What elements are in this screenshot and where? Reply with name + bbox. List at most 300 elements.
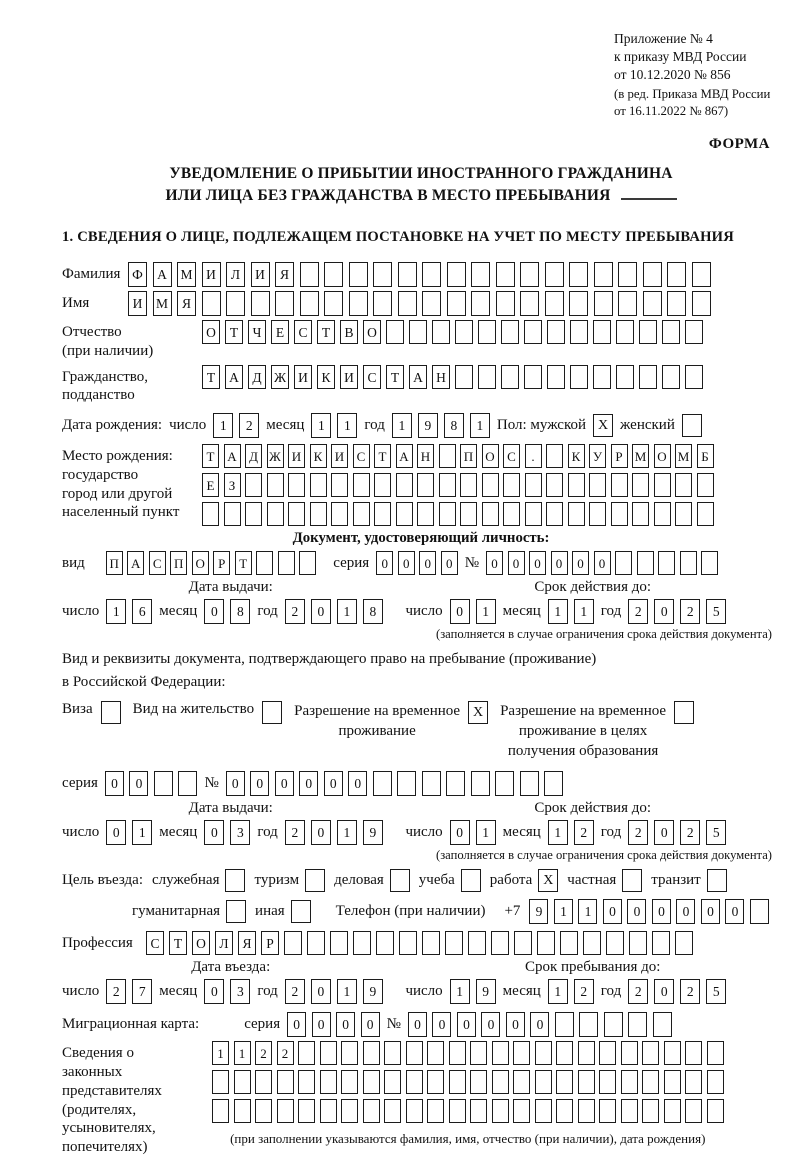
char-box[interactable]: 7: [132, 979, 152, 1004]
char-box[interactable]: [422, 291, 441, 316]
char-box[interactable]: [632, 473, 649, 497]
checkbox-official[interactable]: [225, 869, 245, 892]
char-box[interactable]: 1: [574, 599, 594, 624]
char-box[interactable]: [545, 262, 564, 287]
char-box[interactable]: 6: [132, 599, 152, 624]
char-box[interactable]: 8: [363, 599, 383, 624]
char-box[interactable]: [692, 262, 711, 287]
checkbox-temporary-residence[interactable]: X: [468, 701, 488, 724]
char-box[interactable]: [482, 473, 499, 497]
char-box[interactable]: [275, 291, 294, 316]
char-box[interactable]: 0: [204, 820, 224, 845]
char-box[interactable]: Р: [213, 551, 230, 575]
char-box[interactable]: [662, 320, 680, 344]
char-box[interactable]: [439, 502, 456, 526]
char-box[interactable]: [310, 473, 327, 497]
char-box[interactable]: .: [525, 444, 542, 468]
char-box[interactable]: 0: [450, 820, 470, 845]
char-box[interactable]: [632, 502, 649, 526]
char-box[interactable]: 9: [476, 979, 496, 1004]
char-box[interactable]: [544, 771, 563, 796]
char-box[interactable]: 1: [106, 599, 126, 624]
char-box[interactable]: [349, 262, 368, 287]
char-box[interactable]: [664, 1041, 681, 1065]
char-box[interactable]: [324, 262, 343, 287]
char-box[interactable]: 1: [337, 413, 357, 438]
char-box[interactable]: [492, 1099, 509, 1123]
char-box[interactable]: 2: [680, 979, 700, 1004]
char-box[interactable]: [652, 931, 670, 955]
char-box[interactable]: [406, 1099, 423, 1123]
char-box[interactable]: [637, 551, 654, 575]
char-box[interactable]: [599, 1070, 616, 1094]
char-box[interactable]: [341, 1070, 358, 1094]
char-box[interactable]: 1: [578, 899, 597, 924]
char-box[interactable]: Ж: [267, 444, 284, 468]
char-box[interactable]: А: [396, 444, 413, 468]
char-box[interactable]: [427, 1041, 444, 1065]
char-box[interactable]: [615, 551, 632, 575]
char-box[interactable]: [621, 1099, 638, 1123]
char-box[interactable]: 0: [486, 551, 503, 575]
char-box[interactable]: 2: [574, 979, 594, 1004]
char-box[interactable]: [675, 502, 692, 526]
char-box[interactable]: [298, 1070, 315, 1094]
char-box[interactable]: [589, 502, 606, 526]
char-box[interactable]: [212, 1099, 229, 1123]
char-box[interactable]: [618, 262, 637, 287]
char-box[interactable]: 9: [363, 979, 383, 1004]
char-box[interactable]: [525, 473, 542, 497]
char-box[interactable]: 9: [418, 413, 438, 438]
char-box[interactable]: [422, 262, 441, 287]
char-box[interactable]: 0: [311, 820, 331, 845]
char-box[interactable]: [658, 551, 675, 575]
char-box[interactable]: [471, 262, 490, 287]
char-box[interactable]: [202, 291, 221, 316]
char-box[interactable]: [546, 473, 563, 497]
char-box[interactable]: [398, 262, 417, 287]
char-box[interactable]: [546, 444, 563, 468]
char-box[interactable]: [535, 1070, 552, 1094]
char-box[interactable]: О: [192, 931, 210, 955]
char-box[interactable]: 8: [444, 413, 464, 438]
char-box[interactable]: 5: [706, 820, 726, 845]
char-box[interactable]: 0: [348, 771, 367, 796]
char-box[interactable]: 0: [398, 551, 415, 575]
char-box[interactable]: 0: [129, 771, 148, 796]
char-box[interactable]: 0: [311, 599, 331, 624]
char-box[interactable]: 1: [470, 413, 490, 438]
char-box[interactable]: [583, 931, 601, 955]
char-box[interactable]: [653, 1012, 672, 1037]
char-box[interactable]: [277, 1099, 294, 1123]
char-box[interactable]: А: [225, 365, 243, 389]
char-box[interactable]: [524, 320, 542, 344]
char-box[interactable]: Я: [275, 262, 294, 287]
char-box[interactable]: 0: [408, 1012, 427, 1037]
char-box[interactable]: [363, 1041, 380, 1065]
char-box[interactable]: [353, 931, 371, 955]
char-box[interactable]: [245, 473, 262, 497]
char-box[interactable]: 0: [419, 551, 436, 575]
char-box[interactable]: 5: [706, 599, 726, 624]
char-box[interactable]: [495, 771, 514, 796]
char-box[interactable]: [664, 1099, 681, 1123]
char-box[interactable]: [478, 320, 496, 344]
char-box[interactable]: [460, 502, 477, 526]
char-box[interactable]: 2: [285, 979, 305, 1004]
char-box[interactable]: [455, 365, 473, 389]
char-box[interactable]: Ж: [271, 365, 289, 389]
char-box[interactable]: 0: [204, 979, 224, 1004]
char-box[interactable]: 1: [212, 1041, 229, 1065]
char-box[interactable]: Н: [417, 444, 434, 468]
char-box[interactable]: [470, 1070, 487, 1094]
char-box[interactable]: [568, 502, 585, 526]
char-box[interactable]: [331, 502, 348, 526]
char-box[interactable]: [616, 320, 634, 344]
char-box[interactable]: [251, 291, 270, 316]
char-box[interactable]: [675, 473, 692, 497]
char-box[interactable]: Т: [374, 444, 391, 468]
char-box[interactable]: [501, 320, 519, 344]
char-box[interactable]: [353, 473, 370, 497]
char-box[interactable]: 2: [628, 599, 648, 624]
char-box[interactable]: [449, 1099, 466, 1123]
char-box[interactable]: Т: [317, 320, 335, 344]
char-box[interactable]: [373, 291, 392, 316]
char-box[interactable]: [491, 931, 509, 955]
char-box[interactable]: [226, 291, 245, 316]
char-box[interactable]: [482, 502, 499, 526]
char-box[interactable]: [376, 931, 394, 955]
char-box[interactable]: Т: [225, 320, 243, 344]
char-box[interactable]: [568, 473, 585, 497]
char-box[interactable]: [447, 262, 466, 287]
char-box[interactable]: Д: [248, 365, 266, 389]
char-box[interactable]: [374, 502, 391, 526]
char-box[interactable]: [556, 1041, 573, 1065]
char-box[interactable]: [503, 502, 520, 526]
char-box[interactable]: [310, 502, 327, 526]
char-box[interactable]: [594, 262, 613, 287]
char-box[interactable]: [331, 473, 348, 497]
char-box[interactable]: [569, 262, 588, 287]
char-box[interactable]: [555, 1012, 574, 1037]
char-box[interactable]: 1: [337, 820, 357, 845]
char-box[interactable]: 1: [337, 599, 357, 624]
char-box[interactable]: 0: [376, 551, 393, 575]
char-box[interactable]: [520, 771, 539, 796]
char-box[interactable]: [363, 1099, 380, 1123]
char-box[interactable]: [570, 365, 588, 389]
char-box[interactable]: 9: [529, 899, 548, 924]
char-box[interactable]: А: [409, 365, 427, 389]
char-box[interactable]: 5: [706, 979, 726, 1004]
char-box[interactable]: 2: [680, 599, 700, 624]
char-box[interactable]: [384, 1099, 401, 1123]
char-box[interactable]: 1: [450, 979, 470, 1004]
char-box[interactable]: [503, 473, 520, 497]
char-box[interactable]: [520, 262, 539, 287]
char-box[interactable]: 1: [213, 413, 233, 438]
checkbox-business[interactable]: [390, 869, 410, 892]
char-box[interactable]: 0: [654, 820, 674, 845]
char-box[interactable]: [373, 771, 392, 796]
char-box[interactable]: Е: [202, 473, 219, 497]
char-box[interactable]: [707, 1070, 724, 1094]
char-box[interactable]: 0: [105, 771, 124, 796]
char-box[interactable]: М: [153, 291, 172, 316]
char-box[interactable]: [492, 1070, 509, 1094]
char-box[interactable]: [639, 320, 657, 344]
char-box[interactable]: [478, 365, 496, 389]
char-box[interactable]: [468, 931, 486, 955]
char-box[interactable]: С: [363, 365, 381, 389]
char-box[interactable]: 0: [481, 1012, 500, 1037]
char-box[interactable]: [707, 1099, 724, 1123]
char-box[interactable]: [496, 291, 515, 316]
char-box[interactable]: [277, 1070, 294, 1094]
char-box[interactable]: [589, 473, 606, 497]
char-box[interactable]: [396, 502, 413, 526]
char-box[interactable]: 2: [277, 1041, 294, 1065]
char-box[interactable]: [284, 931, 302, 955]
char-box[interactable]: 2: [574, 820, 594, 845]
char-box[interactable]: [692, 291, 711, 316]
char-box[interactable]: 0: [106, 820, 126, 845]
char-box[interactable]: [455, 320, 473, 344]
char-box[interactable]: [569, 291, 588, 316]
char-box[interactable]: [662, 365, 680, 389]
char-box[interactable]: [288, 502, 305, 526]
char-box[interactable]: [406, 1070, 423, 1094]
char-box[interactable]: 1: [554, 899, 573, 924]
char-box[interactable]: З: [224, 473, 241, 497]
char-box[interactable]: О: [654, 444, 671, 468]
char-box[interactable]: [298, 1041, 315, 1065]
checkbox-private[interactable]: [622, 869, 642, 892]
char-box[interactable]: И: [128, 291, 147, 316]
char-box[interactable]: [470, 1041, 487, 1065]
char-box[interactable]: О: [192, 551, 209, 575]
char-box[interactable]: 0: [572, 551, 589, 575]
char-box[interactable]: П: [170, 551, 187, 575]
char-box[interactable]: [417, 502, 434, 526]
char-box[interactable]: [320, 1070, 337, 1094]
checkbox-visa[interactable]: [101, 701, 121, 724]
char-box[interactable]: Д: [245, 444, 262, 468]
char-box[interactable]: [639, 365, 657, 389]
char-box[interactable]: [535, 1041, 552, 1065]
char-box[interactable]: [299, 551, 316, 575]
char-box[interactable]: [427, 1070, 444, 1094]
char-box[interactable]: Н: [432, 365, 450, 389]
char-box[interactable]: [535, 1099, 552, 1123]
char-box[interactable]: 0: [226, 771, 245, 796]
char-box[interactable]: [579, 1012, 598, 1037]
char-box[interactable]: 2: [106, 979, 126, 1004]
char-box[interactable]: [307, 931, 325, 955]
char-box[interactable]: [178, 771, 197, 796]
checkbox-humanitarian[interactable]: [226, 900, 246, 923]
char-box[interactable]: И: [288, 444, 305, 468]
char-box[interactable]: 0: [654, 979, 674, 1004]
char-box[interactable]: 2: [628, 979, 648, 1004]
char-box[interactable]: И: [340, 365, 358, 389]
char-box[interactable]: [256, 551, 273, 575]
char-box[interactable]: [593, 320, 611, 344]
char-box[interactable]: 1: [337, 979, 357, 1004]
char-box[interactable]: А: [224, 444, 241, 468]
char-box[interactable]: [324, 291, 343, 316]
char-box[interactable]: [642, 1099, 659, 1123]
char-box[interactable]: 9: [363, 820, 383, 845]
char-box[interactable]: Л: [215, 931, 233, 955]
checkbox-education-residence[interactable]: [674, 701, 694, 724]
char-box[interactable]: К: [568, 444, 585, 468]
char-box[interactable]: [255, 1070, 272, 1094]
char-box[interactable]: [643, 262, 662, 287]
char-box[interactable]: [513, 1099, 530, 1123]
char-box[interactable]: [707, 1041, 724, 1065]
char-box[interactable]: [667, 262, 686, 287]
char-box[interactable]: [578, 1070, 595, 1094]
char-box[interactable]: [409, 320, 427, 344]
char-box[interactable]: [680, 551, 697, 575]
char-box[interactable]: 0: [603, 899, 622, 924]
char-box[interactable]: [560, 931, 578, 955]
char-box[interactable]: [618, 291, 637, 316]
char-box[interactable]: А: [127, 551, 144, 575]
char-box[interactable]: [417, 473, 434, 497]
char-box[interactable]: 1: [548, 979, 568, 1004]
char-box[interactable]: 0: [506, 1012, 525, 1037]
char-box[interactable]: М: [177, 262, 196, 287]
char-box[interactable]: [471, 771, 490, 796]
char-box[interactable]: И: [202, 262, 221, 287]
char-box[interactable]: [341, 1099, 358, 1123]
char-box[interactable]: 1: [311, 413, 331, 438]
char-box[interactable]: [642, 1041, 659, 1065]
char-box[interactable]: 1: [132, 820, 152, 845]
char-box[interactable]: [594, 291, 613, 316]
char-box[interactable]: [384, 1041, 401, 1065]
char-box[interactable]: Т: [202, 444, 219, 468]
char-box[interactable]: [255, 1099, 272, 1123]
char-box[interactable]: 0: [654, 599, 674, 624]
char-box[interactable]: Ф: [128, 262, 147, 287]
checkbox-transit[interactable]: [707, 869, 727, 892]
char-box[interactable]: [447, 291, 466, 316]
char-box[interactable]: [449, 1041, 466, 1065]
char-box[interactable]: Я: [238, 931, 256, 955]
char-box[interactable]: 0: [275, 771, 294, 796]
char-box[interactable]: [604, 1012, 623, 1037]
char-box[interactable]: [685, 320, 703, 344]
char-box[interactable]: [320, 1041, 337, 1065]
char-box[interactable]: [398, 291, 417, 316]
char-box[interactable]: [599, 1099, 616, 1123]
char-box[interactable]: [599, 1041, 616, 1065]
char-box[interactable]: [685, 365, 703, 389]
char-box[interactable]: 0: [725, 899, 744, 924]
char-box[interactable]: [514, 931, 532, 955]
char-box[interactable]: [384, 1070, 401, 1094]
char-box[interactable]: 0: [312, 1012, 331, 1037]
char-box[interactable]: [422, 771, 441, 796]
char-box[interactable]: [288, 473, 305, 497]
char-box[interactable]: [363, 1070, 380, 1094]
checkbox-residence-permit[interactable]: [262, 701, 282, 724]
char-box[interactable]: [432, 320, 450, 344]
char-box[interactable]: [545, 291, 564, 316]
char-box[interactable]: [556, 1099, 573, 1123]
char-box[interactable]: Б: [697, 444, 714, 468]
char-box[interactable]: [675, 931, 693, 955]
char-box[interactable]: С: [294, 320, 312, 344]
char-box[interactable]: [611, 473, 628, 497]
char-box[interactable]: Т: [202, 365, 220, 389]
char-box[interactable]: [606, 931, 624, 955]
char-box[interactable]: 2: [680, 820, 700, 845]
char-box[interactable]: [224, 502, 241, 526]
char-box[interactable]: [525, 502, 542, 526]
char-box[interactable]: С: [149, 551, 166, 575]
char-box[interactable]: [520, 291, 539, 316]
char-box[interactable]: 8: [230, 599, 250, 624]
char-box[interactable]: [320, 1099, 337, 1123]
char-box[interactable]: [245, 502, 262, 526]
char-box[interactable]: [513, 1070, 530, 1094]
char-box[interactable]: [422, 931, 440, 955]
char-box[interactable]: 0: [594, 551, 611, 575]
checkbox-tourism[interactable]: [305, 869, 325, 892]
char-box[interactable]: 2: [239, 413, 259, 438]
char-box[interactable]: 3: [230, 820, 250, 845]
char-box[interactable]: О: [202, 320, 220, 344]
char-box[interactable]: Я: [177, 291, 196, 316]
char-box[interactable]: [667, 291, 686, 316]
char-box[interactable]: [267, 502, 284, 526]
char-box[interactable]: 2: [285, 599, 305, 624]
char-box[interactable]: [460, 473, 477, 497]
char-box[interactable]: 0: [299, 771, 318, 796]
char-box[interactable]: [513, 1041, 530, 1065]
char-box[interactable]: [386, 320, 404, 344]
char-box[interactable]: Р: [261, 931, 279, 955]
char-box[interactable]: М: [675, 444, 692, 468]
char-box[interactable]: [449, 1070, 466, 1094]
char-box[interactable]: Т: [169, 931, 187, 955]
char-box[interactable]: [341, 1041, 358, 1065]
char-box[interactable]: [570, 320, 588, 344]
char-box[interactable]: [621, 1070, 638, 1094]
char-box[interactable]: [470, 1099, 487, 1123]
char-box[interactable]: [547, 365, 565, 389]
char-box[interactable]: 0: [676, 899, 695, 924]
char-box[interactable]: Р: [611, 444, 628, 468]
char-box[interactable]: 0: [457, 1012, 476, 1037]
char-box[interactable]: 1: [548, 820, 568, 845]
char-box[interactable]: О: [482, 444, 499, 468]
char-box[interactable]: 0: [652, 899, 671, 924]
char-box[interactable]: [578, 1099, 595, 1123]
char-box[interactable]: [471, 291, 490, 316]
char-box[interactable]: [697, 473, 714, 497]
char-box[interactable]: 2: [628, 820, 648, 845]
